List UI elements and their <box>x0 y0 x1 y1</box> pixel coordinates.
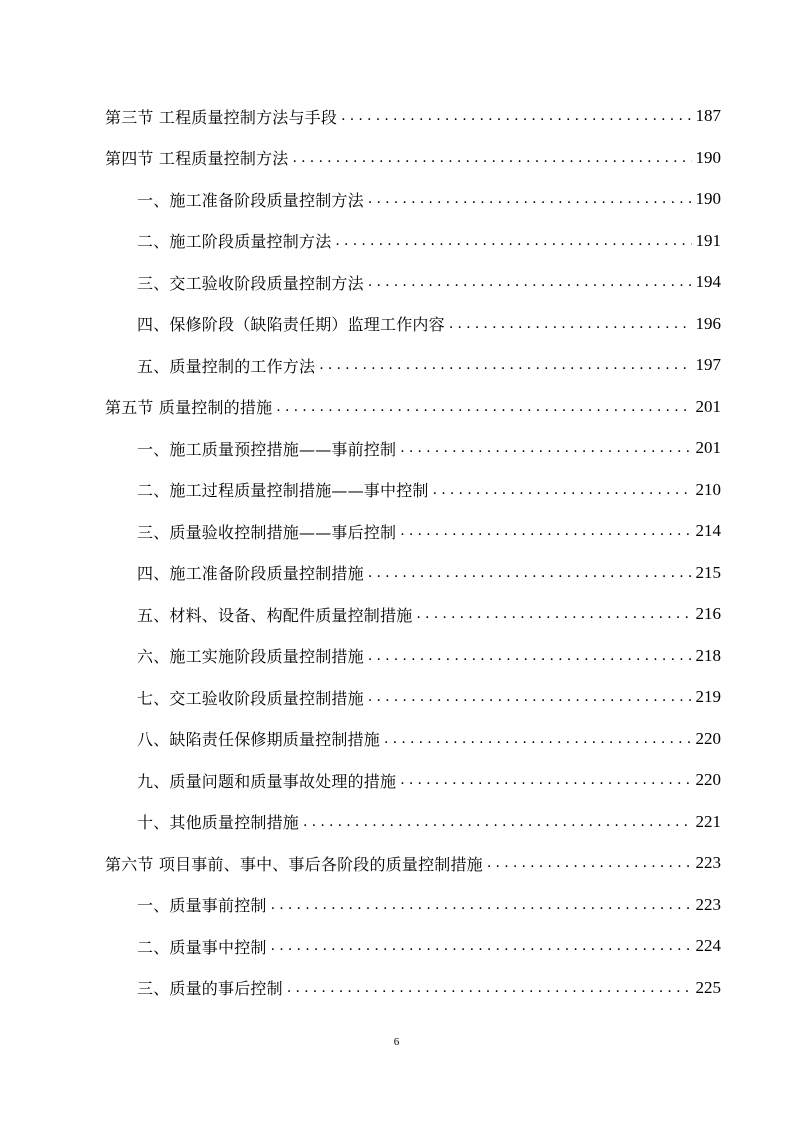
toc-entry[interactable] <box>137 511 721 551</box>
toc-dot-leader <box>400 772 691 788</box>
toc-entry-page: 201 <box>695 438 721 457</box>
toc-entry[interactable] <box>105 843 721 883</box>
toc-entry-label: 五、质量控制的工作方法 <box>137 356 316 376</box>
toc-entry-label: 第五节 质量控制的措施 <box>105 398 273 417</box>
toc-dot-leader <box>287 980 692 996</box>
toc-entry-label: 二、质量事中控制 <box>137 937 267 957</box>
toc-entry[interactable] <box>137 636 721 676</box>
toc-dot-leader <box>368 689 692 705</box>
toc-entry-label: 三、交工验收阶段质量控制方法 <box>137 273 364 293</box>
toc-entry[interactable] <box>137 553 721 593</box>
toc-entry-page: 187 <box>695 106 721 125</box>
toc-entry-label: 四、保修阶段（缺陷责任期）监理工作内容 <box>137 315 445 334</box>
toc-entry[interactable] <box>137 802 721 842</box>
toc-entry[interactable] <box>137 885 721 925</box>
toc-entry[interactable] <box>137 926 721 966</box>
toc-dot-leader <box>293 150 692 166</box>
toc-entry[interactable] <box>137 470 721 510</box>
toc-entry-label: 三、质量验收控制措施——事后控制 <box>137 522 397 542</box>
toc-entry-page: 197 <box>695 355 721 374</box>
toc-entry[interactable] <box>105 96 721 136</box>
toc-entry-label: 三、质量的事后控制 <box>137 979 283 998</box>
toc-entry[interactable] <box>137 677 721 717</box>
toc-dot-leader <box>368 648 692 664</box>
toc-entry-label: 六、施工实施阶段质量控制措施 <box>137 647 364 666</box>
toc-entry[interactable] <box>137 345 721 385</box>
toc-entry[interactable] <box>137 179 721 219</box>
toc-entry[interactable] <box>137 304 721 344</box>
toc-dot-leader <box>384 731 691 747</box>
toc-entry[interactable] <box>137 594 721 634</box>
toc-entry-page: 220 <box>695 728 721 748</box>
toc-entry-label: 五、材料、设备、构配件质量控制措施 <box>137 605 413 625</box>
toc-entry[interactable] <box>137 760 721 800</box>
toc-dot-leader <box>303 814 691 830</box>
toc-entry-label: 第四节 工程质量控制方法 <box>105 149 289 168</box>
toc-entry[interactable] <box>105 387 721 427</box>
toc-entry-page: 214 <box>695 521 721 540</box>
toc-dot-leader <box>400 523 691 539</box>
toc-entry[interactable] <box>137 968 721 1008</box>
toc-entry-page: 196 <box>695 313 721 333</box>
toc-dot-leader <box>271 897 692 913</box>
toc-entry-label: 九、质量问题和质量事故处理的措施 <box>137 771 397 791</box>
toc-entry[interactable] <box>137 428 721 468</box>
toc-dot-leader <box>368 274 692 290</box>
toc-dot-leader <box>368 565 692 581</box>
toc-dot-leader <box>319 357 691 373</box>
toc-entry-label: 七、交工验收阶段质量控制措施 <box>137 688 364 708</box>
toc-entry-page: 225 <box>695 977 721 997</box>
toc-entry-page: 194 <box>695 272 721 291</box>
toc-entry-label: 二、施工过程质量控制措施——事中控制 <box>137 481 429 500</box>
toc-entry[interactable] <box>137 719 721 759</box>
page-number: 6 <box>393 1036 400 1048</box>
toc-entry-page: 220 <box>695 770 721 789</box>
toc-entry-label: 四、施工准备阶段质量控制措施 <box>137 564 364 583</box>
toc-entry-label: 十、其他质量控制措施 <box>137 813 300 832</box>
toc-entry-label: 第三节 工程质量控制方法与手段 <box>105 107 338 127</box>
toc-entry-page: 191 <box>695 230 721 250</box>
toc-dot-leader <box>487 855 692 871</box>
toc-entry-page: 210 <box>695 479 721 499</box>
toc-entry[interactable] <box>137 221 721 261</box>
toc-entry-label: 一、施工准备阶段质量控制方法 <box>137 190 364 210</box>
toc-entry-page: 216 <box>695 604 721 623</box>
toc-entry-label: 八、缺陷责任保修期质量控制措施 <box>137 730 381 749</box>
toc-entry-page: 224 <box>695 936 721 955</box>
toc-dot-leader <box>271 938 692 954</box>
toc-dot-leader <box>449 316 692 332</box>
toc-entry-page: 201 <box>695 396 721 416</box>
toc-dot-leader <box>335 233 691 249</box>
toc-entry[interactable] <box>105 138 721 178</box>
toc-entry-label: 第六节 项目事前、事中、事后各阶段的质量控制措施 <box>105 854 483 874</box>
toc-entry-page: 219 <box>695 687 721 706</box>
toc-dot-leader <box>368 191 692 207</box>
toc-dot-leader <box>416 606 691 622</box>
toc-dot-leader <box>433 482 692 498</box>
toc-entry-label: 一、施工质量预控措施——事前控制 <box>137 439 397 459</box>
toc-entry-page: 190 <box>695 189 721 208</box>
toc-entry-page: 223 <box>695 894 721 914</box>
toc-entry-label: 一、质量事前控制 <box>137 896 267 915</box>
toc-entry-page: 223 <box>695 853 721 872</box>
toc-dot-leader <box>400 440 691 456</box>
toc-entry[interactable] <box>137 262 721 302</box>
toc-entry-page: 218 <box>695 645 721 665</box>
toc-dot-leader <box>276 399 691 415</box>
toc-entry-label: 二、施工阶段质量控制方法 <box>137 232 332 251</box>
toc-entry-page: 215 <box>695 562 721 582</box>
toc-dot-leader <box>341 108 691 124</box>
toc-entry-page: 190 <box>695 147 721 167</box>
toc-entry-page: 221 <box>695 811 721 831</box>
